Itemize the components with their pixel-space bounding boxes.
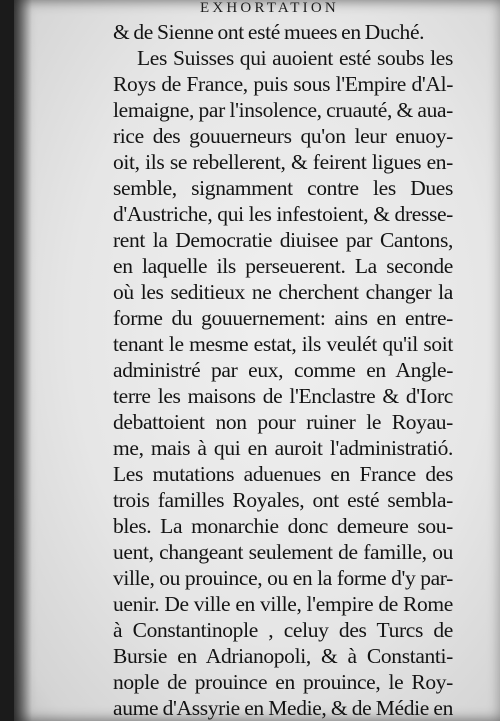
text-line: debattoient non pour ruiner le Royau-: [113, 410, 453, 434]
text-line: Roys de France, puis sous l'Empire d'Al-: [113, 72, 453, 96]
text-line: en laquelle ils perseuerent. La seconde: [113, 254, 453, 278]
text-line: lemaigne, par l'insolence, cruauté, & aua-: [113, 98, 453, 122]
text-line: uent, changeant seulement de famille, ou: [113, 540, 453, 564]
text-line: & de Sienne ont esté muees en Duché.: [113, 20, 425, 44]
text-line: Les mutations aduenues en France des: [113, 462, 453, 486]
text-line: où les seditieux ne cherchent changer la: [113, 280, 453, 304]
text-line: Les Suisses qui auoient esté soubs les: [137, 46, 453, 70]
text-line: à Constantinople , celuy des Turcs de: [113, 618, 453, 642]
text-line: semble, signamment contre les Dues: [113, 176, 453, 200]
text-line: bles. La monarchie donc demeure sou-: [113, 514, 453, 538]
gutter-shadow: [14, 0, 32, 721]
text-line: oit, ils se rebellerent, & feirent ligues en-: [113, 150, 453, 174]
text-line: me, mais à qui en auroit l'administratió.: [113, 436, 453, 460]
text-line: ville, ou prouince, ou en la forme d'y par-: [113, 566, 453, 590]
text-line: nople de prouince en prouince, le Roy-: [113, 670, 453, 694]
text-line: Bursie en Adrianopoli, & à Constanti-: [113, 644, 453, 668]
text-line: tenant le mesme estat, ils veulét qu'il soit: [113, 332, 453, 356]
text-line: d'Austriche, qui les infestoient, & dresse-: [113, 202, 453, 226]
text-line: forme du gouuernement: ains en entre-: [113, 306, 453, 330]
text-line: uenir. De ville en ville, l'empire de Rome: [113, 592, 453, 616]
text-line: rent la Democratie diuisee par Cantons,: [113, 228, 453, 252]
text-line: rice des gouuerneurs qu'on leur enuoy-: [113, 124, 453, 148]
running-head: EXHORTATION: [200, 0, 339, 16]
text-line: administré par eux, comme en Angle-: [113, 358, 453, 382]
text-line: aume d'Assyrie en Medie, & de Médie en: [113, 696, 453, 720]
text-line: trois familles Royales, ont esté sembla-: [113, 488, 453, 512]
text-line: terre les maisons de l'Enclastre & d'Iorc: [113, 384, 453, 408]
